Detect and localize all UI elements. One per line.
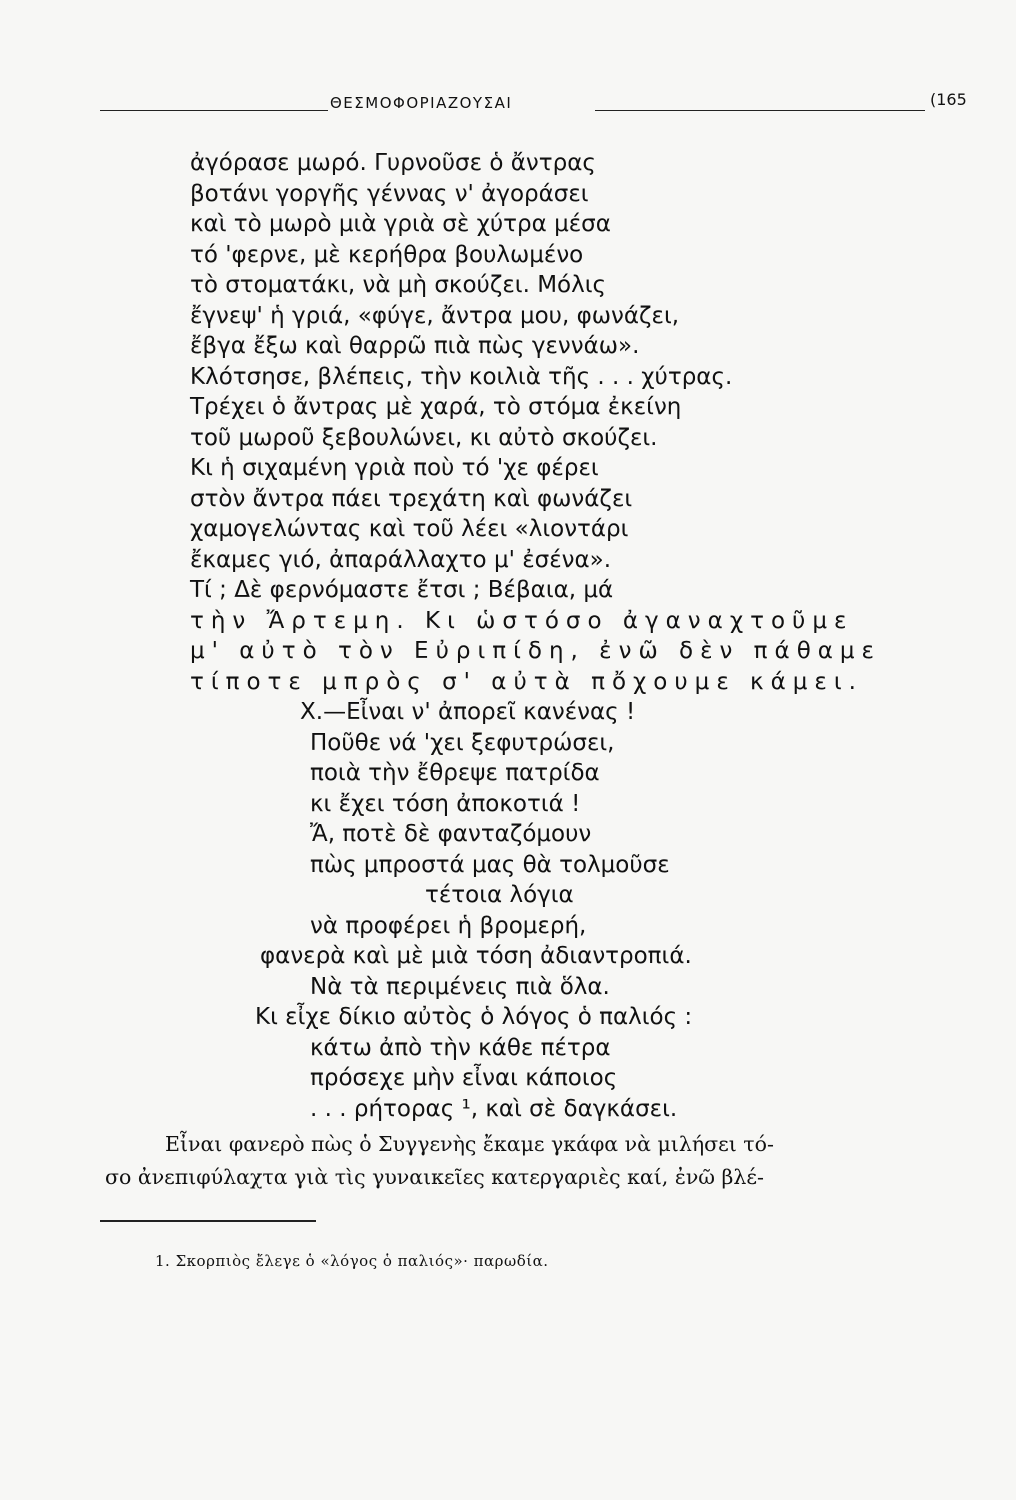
verse-line: . . . ρήτορας ¹, καὶ σὲ δαγκάσει. (310, 1095, 678, 1122)
verse-line: φανερὰ καὶ μὲ μιὰ τόση ἀδιαντροπιά. (260, 943, 692, 969)
verse-line: πρόσεχε μὴν εἶναι κάποιος (310, 1065, 618, 1091)
running-title: ΘΕΣΜΟΦΟΡΙΑΖΟΥΣΑΙ (330, 94, 513, 112)
prose-line: σο ἀνεπιφύλαχτα γιὰ τὶς γυναικεῖες κατεργαριὲς καί, ἐνῶ βλέ- (105, 1165, 764, 1189)
verse-text (190, 148, 881, 1124)
verse-line: μ' αὐτὸ τὸν Εὐριπίδη, ἐνῶ δὲν πάθαμε (190, 638, 881, 664)
header-rule-right (595, 110, 925, 111)
verse-line: τὴν Ἄρτεμη. Κι ὡστόσο ἀγαναχτοῦμε (190, 607, 854, 634)
verse-line: Νὰ τὰ περιμένεις πιὰ ὅλα. (310, 973, 610, 1000)
verse-line: ἔγνεψ' ἡ γριά, «φύγε, ἄντρα μου, φωνάζει, (190, 302, 680, 329)
verse-line: βοτάνι γοργῆς γέννας ν' ἀγοράσει (190, 180, 589, 207)
verse-line: Χ.—Εἶναι ν' ἀπορεῖ κανένας ! (300, 699, 636, 725)
verse-line: χαμογελώντας καὶ τοῦ λέει «λιοντάρι (190, 516, 629, 542)
verse-line: τοῦ μωροῦ ξεβουλώνει, κι αὐτὸ σκούζει. (190, 424, 658, 451)
commentary-paragraph (105, 1128, 885, 1194)
verse-line: στὸν ἄντρα πάει τρεχάτη καὶ φωνάζει (190, 485, 633, 512)
header-rule-left (100, 110, 328, 111)
verse-line: Ποῦθε νά 'χει ξεφυτρώσει, (310, 729, 615, 756)
footnote: 1. Σκορπιὸς ἔλεγε ὁ «λόγος ὁ παλιός»· παρωδία. (155, 1252, 549, 1270)
verse-line: Κλότσησε, βλέπεις, τὴν κοιλιὰ τῆς . . . χύτρας. (190, 363, 733, 390)
verse-line: τὸ στοματάκι, νὰ μὴ σκούζει. Μόλις (190, 272, 606, 298)
prose-line: Εἶναι φανερὸ πὼς ὁ Συγγενὴς ἔκαμε γκάφα νὰ μιλήσει τό- (165, 1132, 774, 1156)
verse-line: κι ἔχει τόση ἀποκοτιά ! (310, 790, 581, 817)
verse-line: Ἄ, ποτὲ δὲ φανταζόμουν (310, 821, 592, 847)
verse-line: Κι εἶχε δίκιο αὐτὸς ὁ λόγος ὁ παλιός : (255, 1004, 693, 1030)
verse-line: κάτω ἀπὸ τὴν κάθε πέτρα (310, 1034, 611, 1061)
footnote-rule (100, 1220, 316, 1222)
verse-line: ἔβγα ἔξω καὶ θαρρῶ πιὰ πὼς γεννάω». (190, 333, 640, 359)
verse-line: ποιὰ τὴν ἔθρεψε πατρίδα (310, 760, 600, 786)
verse-line: τό 'φερνε, μὲ κερήθρα βουλωμένο (190, 241, 584, 268)
verse-line: Τρέχει ὁ ἄντρας μὲ χαρά, τὸ στόμα ἐκείνη (190, 394, 682, 420)
verse-line: Κι ἡ σιχαμένη γριὰ ποὺ τό 'χε φέρει (190, 455, 599, 481)
verse-line: νὰ προφέρει ἡ βρομερή, (310, 912, 587, 939)
verse-line: τέτοια λόγια (425, 882, 574, 908)
verse-line: ἀγόρασε μωρό. Γυρνοῦσε ὁ ἄντρας (190, 150, 596, 176)
verse-line: Τί ; Δὲ φερνόμαστε ἔτσι ; Βέβαια, μά (190, 577, 614, 603)
verse-line: ἔκαμες γιό, ἀπαράλλαχτο μ' ἐσένα». (190, 546, 612, 573)
page-number: (165 (930, 90, 967, 109)
verse-line: καὶ τὸ μωρὸ μιὰ γριὰ σὲ χύτρα μέσα (190, 211, 611, 237)
verse-line: πὼς μπροστά μας θὰ τολμοῦσε (310, 851, 670, 878)
verse-line: τίποτε μπρὸς σ' αὐτὰ πὄχουμε κάμει. (190, 668, 863, 695)
running-header (100, 90, 967, 120)
